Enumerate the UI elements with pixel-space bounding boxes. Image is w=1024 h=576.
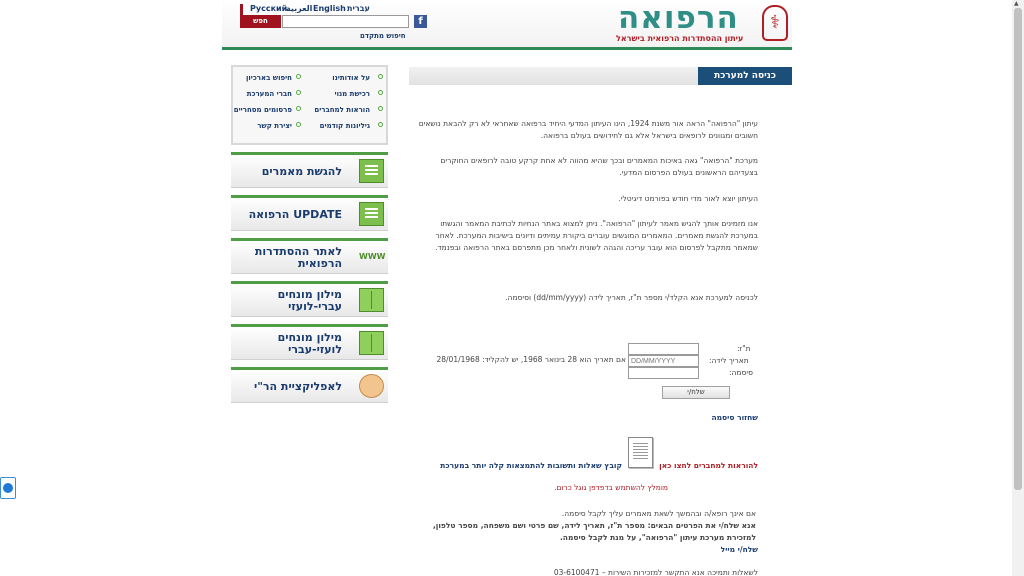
advanced-search-link[interactable]: חיפוש מתקדם: [360, 32, 406, 40]
search-button[interactable]: חפש: [240, 15, 281, 28]
support-phone: לשאלות ותמיכה אנא התקשר למזכירות השירות – 03-6100471: [553, 568, 758, 576]
update-newsletter-label: הרפואה UPDATE: [248, 207, 342, 221]
nav-contact[interactable]: יצירת קשר: [257, 122, 292, 130]
nav-editorial-board[interactable]: חברי המערכת: [246, 90, 292, 98]
www-icon: WWW: [359, 252, 386, 261]
document-icon: [359, 159, 384, 183]
submit-articles-label: להגשת מאמרים: [261, 164, 342, 178]
chrome-recommendation: מומלץ להשתמש בדפדפן גוגל כרום.: [554, 483, 668, 492]
facebook-icon[interactable]: f: [414, 15, 427, 28]
glossary-eng-heb-button[interactable]: [231, 324, 388, 360]
page-title: כניסה למערכת: [698, 67, 792, 85]
intro-paragraph-format: העיתון יוצא לאור מדי חודש בפורמט דיגיטלי.: [618, 194, 758, 203]
author-instructions-link[interactable]: להוראות למחברים לחצו כאן: [659, 461, 758, 470]
intro-paragraph-submission: אנו מזמינים אותך להגיש מאמר לעיתון "הרפואה". ניתן למצוא באתר הנחיות לכתיבת המאמר והגשתו במערכת להגשת מאמרים. המאמרים המוגשים עוברים ביקורת עמיתים ודיונים בישיבות המערכת. לאחר שמאמר מתקבל לפרסום הוא עובר עריכה והגהה לשונית ולאחר מכן מתפרסם באתר הרפואה ובפנמד.: [435, 219, 758, 252]
bullet-icon: [296, 106, 301, 111]
bullet-icon: [296, 74, 301, 79]
ima-app-label: לאפליקציית הר"י: [253, 379, 342, 393]
scroll-up-icon[interactable]: ▲: [1014, 0, 1019, 7]
nav-about[interactable]: על אודותינו: [332, 74, 370, 82]
bullet-icon: [378, 106, 383, 111]
nav-archive-search[interactable]: חיפוש בארכיון: [245, 74, 292, 82]
signup-instructions: [418, 508, 756, 544]
logo-subtitle: עיתון ההסתדרות הרפואית בישראל: [616, 34, 744, 43]
ima-app-button[interactable]: [231, 367, 388, 403]
book-icon: [359, 331, 384, 355]
bullet-icon: [378, 90, 383, 95]
ima-site-button[interactable]: [231, 238, 388, 274]
nav-author-instructions[interactable]: הוראות למחברים: [314, 106, 370, 114]
password-field[interactable]: [628, 367, 699, 379]
send-email-link[interactable]: שלח/י מייל: [720, 545, 758, 554]
ima-site-label: לאתר ההסתדרות הרפואית: [254, 244, 342, 270]
intro-paragraph-login: לכניסה למערכת אנא הקלד/י מספר ת"ז, תאריך לידה (dd/mm/yyyy) וסיסמה.: [505, 293, 758, 302]
bullet-icon: [378, 122, 383, 127]
book-icon: [359, 288, 384, 312]
intro-paragraph-history: עיתון "הרפואה" הראה אור משנת 1924, הינו העיתון המדעי היחיד ברפואה שאחראי לא רק להבאת נושאים חשובים ומגוונים לרופאים בישראל אלא גם לחידושים בעולם ברפואה.: [418, 119, 758, 140]
bullet-icon: [378, 74, 383, 79]
nav-subscribe[interactable]: רכישת מנוי: [334, 90, 370, 98]
glossary-heb-eng-label: מילון מונחים עברי-לועזי: [277, 287, 342, 313]
lang-hebrew-link[interactable]: עברית: [347, 4, 370, 13]
lang-arabic-link[interactable]: العربية: [286, 4, 313, 13]
bullet-icon: [296, 90, 301, 95]
lang-english-link[interactable]: English: [313, 4, 346, 13]
remote-support-icon[interactable]: [0, 477, 16, 499]
dob-field[interactable]: [628, 355, 699, 367]
newsletter-icon: [359, 202, 384, 226]
nav-commercial[interactable]: פרסומים מסחריים: [233, 106, 292, 114]
nav-previous-issues[interactable]: גיליונות קודמים: [319, 122, 370, 130]
logo-title[interactable]: הרפואה: [618, 0, 739, 36]
submit-articles-button[interactable]: [231, 152, 388, 188]
id-field[interactable]: [628, 343, 699, 355]
faq-file-link[interactable]: קובץ שאלות ותשובות להתמצאות קלה יותר במערכת: [440, 461, 622, 470]
glossary-heb-eng-button[interactable]: [231, 281, 388, 317]
header-divider: [222, 47, 792, 50]
search-input[interactable]: [282, 15, 409, 28]
scrollbar-thumb[interactable]: [1014, 8, 1022, 490]
dob-hint: אם תאריך הוא 28 בינואר 1968, יש להקליד: 28/01/1968: [436, 355, 626, 364]
signup-line-1: אם אינך רופא/ה ובהמשך לשאת מאמרים עליך לקבל סיסמה.: [561, 509, 756, 518]
password-label: סיסמה:: [729, 368, 753, 377]
id-label: ת"ז:: [737, 344, 751, 353]
bullet-icon: [296, 122, 301, 127]
glossary-eng-heb-label: מילון מונחים לועזי-עברי: [277, 330, 342, 356]
login-submit-button[interactable]: שלח/י: [662, 386, 730, 399]
forgot-password-link[interactable]: שחזור סיסמה: [711, 413, 758, 422]
people-icon: [359, 374, 384, 398]
dob-label: תאריך לידה:: [709, 356, 749, 365]
lang-russian-link[interactable]: Русский: [250, 4, 288, 13]
update-newsletter-button[interactable]: [231, 195, 388, 231]
signup-line-2: אנא שלח/י את הפרטים הבאים: מספר ת"ז, תאריך לידה, שם פרטי ושם משפחה, מספר טלפון, למזכירת מערכת עיתון "הרפואה", על מנת לקבל סיסמה.: [432, 521, 756, 542]
document-file-icon[interactable]: [628, 437, 653, 468]
logo-emblem-icon[interactable]: ⚕: [762, 5, 788, 41]
intro-paragraph-quality: מערכת "הרפואה" גאה באיכות המאמרים ובכך שהיא מהווה לא אחת קרקע טובה לרופאים החוקרים בצעדיהם הראשונים בעולם הפרסום המדעי.: [440, 156, 758, 177]
